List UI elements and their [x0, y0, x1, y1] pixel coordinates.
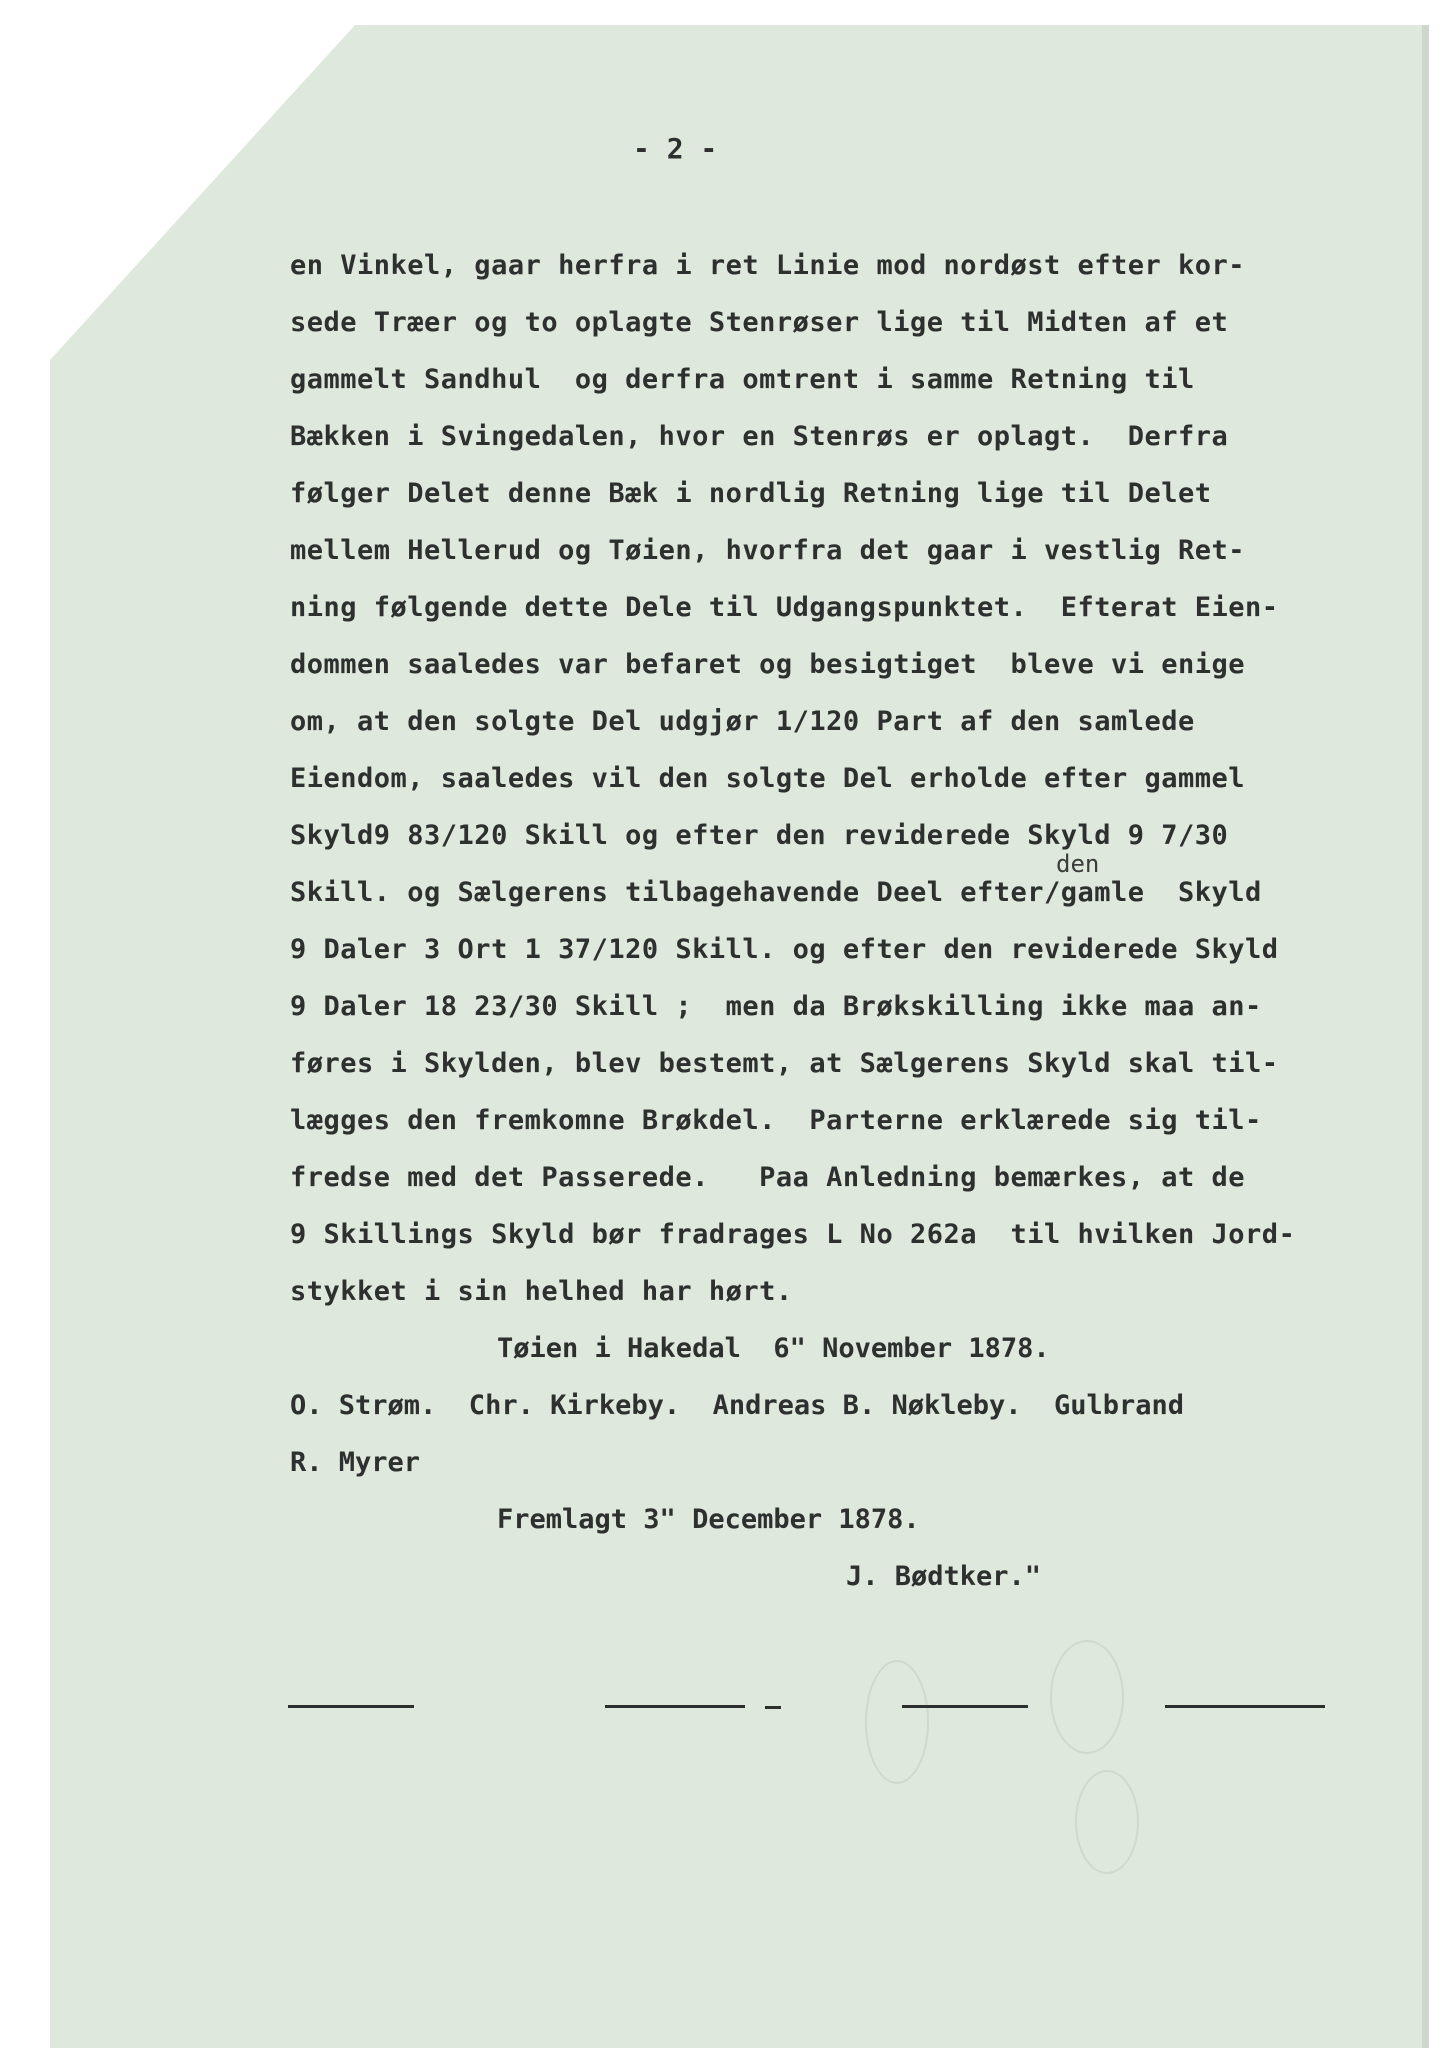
text-line: Eiendom, saaledes vil den solgte Del erholde efter gammel [290, 763, 1246, 794]
text-line: Skyld9 83/120 Skill og efter den reviderede Skyld 9 7/30 [290, 820, 1229, 851]
presented-date-line: Fremlagt 3" December 1878. [497, 1504, 920, 1535]
signatures-line: R. Myrer [290, 1447, 421, 1478]
text-line: gammelt Sandhul og derfra omtrent i samme Retning til [290, 364, 1195, 395]
bleed-through-mark [865, 1660, 929, 1784]
separator-rule [288, 1705, 414, 1708]
text-line: føres i Skylden, blev bestemt, at Sælgerens Skyld skal til- [290, 1048, 1279, 1079]
text-line: mellem Hellerud og Tøien, hvorfra det gaar i vestlig Ret- [290, 535, 1246, 566]
text-line: sede Træer og to oplagte Stenrøser lige til Midten af et [290, 307, 1229, 338]
page-number: - 2 - [633, 132, 718, 165]
text-line: Skill. og Sælgerens tilbagehavende Deel efter/gamle Skyld [290, 877, 1262, 908]
text-line: dommen saaledes var befaret og besigtiget bleve vi enige [290, 649, 1246, 680]
clerk-signature: J. Bødtker." [846, 1561, 1042, 1592]
text-line: om, at den solgte Del udgjør 1/120 Part af den samlede [290, 706, 1195, 737]
text-line: 9 Skillings Skyld bør fradrages L No 262a til hvilken Jord- [290, 1219, 1296, 1250]
signatures-line: O. Strøm. Chr. Kirkeby. Andreas B. Nøkleby. Gulbrand [290, 1390, 1185, 1421]
separator-rule [1165, 1705, 1325, 1708]
text-line: følger Delet denne Bæk i nordlig Retning lige til Delet [290, 478, 1212, 509]
text-line: ning følgende dette Dele til Udgangspunktet. Efterat Eien- [290, 592, 1279, 623]
place-date-line: Tøien i Hakedal 6" November 1878. [497, 1333, 1050, 1364]
bleed-through-mark [1050, 1640, 1124, 1754]
text-line: lægges den fremkomne Brøkdel. Parterne erklærede sig til- [290, 1105, 1262, 1136]
text-line: fredse med det Passerede. Paa Anledning bemærkes, at de [290, 1162, 1246, 1193]
separator-rule [605, 1705, 745, 1708]
text-line: stykket i sin helhed har hørt. [290, 1276, 793, 1307]
separator-rule [902, 1705, 1028, 1708]
interlinear-insertion: den [1056, 850, 1100, 878]
text-line: 9 Daler 18 23/30 Skill ; men da Brøkskilling ikke maa an- [290, 991, 1262, 1022]
text-line: 9 Daler 3 Ort 1 37/120 Skill. og efter den reviderede Skyld [290, 934, 1279, 965]
bleed-through-mark [1075, 1770, 1139, 1874]
text-line: Bækken i Svingedalen, hvor en Stenrøs er oplagt. Derfra [290, 421, 1229, 452]
page-edge [1422, 25, 1429, 2048]
text-line: en Vinkel, gaar herfra i ret Linie mod nordøst efter kor- [290, 250, 1246, 281]
separator-rule [765, 1706, 781, 1709]
